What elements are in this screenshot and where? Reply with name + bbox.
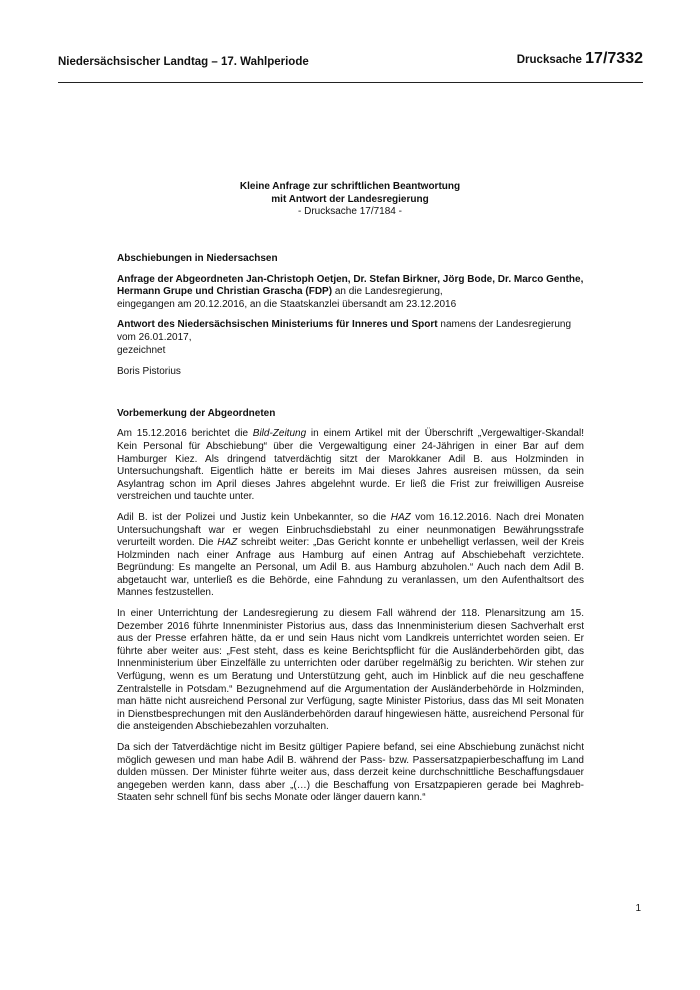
body-paragraph-2 bbox=[117, 512, 584, 600]
p2-text-a: Adil B. ist der Polizei und Justiz kein Unbekannter, so die bbox=[117, 511, 391, 523]
anfrage-dates: eingegangen am 20.12.2016, an die Staatskanzlei übersandt am 23.12.2016 bbox=[117, 298, 457, 310]
anfrage-recipient: an die Landesregierung, bbox=[332, 286, 443, 298]
p1-text-b: in einem Artikel mit der Überschrift „Vergewaltiger-Skandal! Kein Personal für Abschiebung“ über die Vergewaltigung einer 24-Jährigen in einer Bar auf dem Hamburger Kiez. Als dringend tatverdächtig sitzt der Marokkaner Adil B. aus Holzminden in Untersuchungshaft. Eigentlich hätte er bereits im Mai dieses Jahres ausreisen müssen, da sein Asylantrag schon im April dieses Jahres abgelehnt wurde. Er ließ die Frist zur freiwilligen Ausreise verstreichen und tauchte unter. bbox=[117, 428, 584, 503]
drucksache-number: 17/7332 bbox=[585, 50, 643, 67]
anfrage-paragraph bbox=[117, 274, 584, 299]
topic-heading: Abschiebungen in Niedersachsen bbox=[117, 253, 278, 264]
antwort-date: namens der Landesregierung vom 26.01.2017, bbox=[117, 319, 572, 343]
title-line-1: Kleine Anfrage zur schriftlichen Beantwortung bbox=[239, 181, 461, 192]
vorbemerkung-heading: Vorbemerkung der Abgeordneten bbox=[117, 407, 276, 419]
gezeichnet-label: gezeichnet bbox=[117, 344, 166, 356]
p1-publication: Bild-Zeitung bbox=[252, 428, 307, 440]
antwort-paragraph bbox=[117, 319, 584, 344]
page-number: 1 bbox=[635, 903, 641, 914]
p2-text-c: schreibt weiter: „Das Gericht konnte er unbehelligt verlassen, weil der Kreis Holzminden nach einer Anfrage aus Hamburg auf einen Antrag auf Abschiebehaft verzichtete. Begründung: Es mangelte an Personal, um Adil B. aus Hamburg abzuholen.“ Auch nach dem Adil B. abgetaucht war, unterließ es die Behörde, eine Fahndung zu veranlassen, um den Aufenthaltsort des Mannes festzustellen. bbox=[117, 537, 585, 599]
parliament-title: Niedersächsischer Landtag – 17. Wahlperiode bbox=[58, 56, 309, 68]
p1-text-a: Am 15.12.2016 berichtet die bbox=[117, 428, 253, 440]
body-paragraph-4: Da sich der Tatverdächtige nicht im Besitz gültiger Papiere befand, sei eine Abschiebung zunächst nicht möglich gewesen und man habe Adil B. während der Pass- bzw. Passersatzpapierbeschaffung im Land dulden müssen. Der Minister führte weiter aus, dass derzeit keine durchschnittliche Beschaffungsdauer angegeben werden kann, dass aber „(…) die Beschaffung von Ersatzpapieren gerade bei Maghreb-Staaten sehr schnell fünf bis sechs Monate oder länger dauern kann.“ bbox=[117, 742, 584, 804]
p2-publication-1: HAZ bbox=[390, 511, 411, 523]
body-paragraph-1 bbox=[117, 428, 584, 504]
body-paragraph-3: In einer Unterrichtung der Landesregierung zu diesem Fall während der 118. Plenarsitzung am 15. Dezember 2016 führte Innenminister Pistorius aus, dass das Innenministerium diesen Sachverhalt erst aus der Presse erfahren hätte, da er und sein Haus nicht vom Landkreis unterrichtet worden seien. Er führte aber weiter aus: „Fest steht, dass es keine Berichtspflicht für die Ausländerbehörden gibt, das Innenministerium über Einzelfälle zu unterrichten oder darüber regelmäßig zu berichten. Wir stehen zur Verfügung, wenn es um Beratung und Unterstützung geht, auch im Hinblick auf die neu geschaffene Zentralstelle in Potsdam.“ Bezugnehmend auf die Argumentation der Ausländerbehörde in Holzminden, man hätte nicht ausreichend Personal zur Verfügung, sagte Minister Pistorius, dass das MI seit Monaten in Dienstbesprechungen mit den Ausländerbehörden darauf hingewiesen hätte, ausreichend Personal für die ansteigenden Abschiebezahlen vorzuhalten. bbox=[117, 608, 584, 733]
title-line-3: - Drucksache 17/7184 - bbox=[298, 206, 402, 217]
page-header bbox=[58, 50, 643, 83]
drucksache-label: Drucksache bbox=[516, 54, 586, 66]
p2-publication-2: HAZ bbox=[217, 537, 238, 549]
title-line-2: mit Antwort der Landesregierung bbox=[271, 193, 429, 205]
document-body bbox=[117, 253, 584, 805]
drucksache-reference bbox=[517, 50, 643, 68]
anfrage-authors: Anfrage der Abgeordneten Jan-Christoph Oetjen, Dr. Stefan Birkner, Jörg Bode, Dr. Marco Genthe, Hermann Grupe und Christian Grascha (FDP) bbox=[117, 273, 584, 298]
antwort-ministry: Antwort des Niedersächsischen Ministeriums für Inneres und Sport bbox=[117, 319, 438, 331]
p2-text-b: vom 16.12.2016. Nach drei Monaten Untersuchungshaft war er wegen Einbruchsdiebstahl zu einer neunmonatigen Bewährungsstrafe verurteilt worden. Die bbox=[117, 511, 584, 549]
document-title-block bbox=[0, 181, 700, 219]
signer-name: Boris Pistorius bbox=[117, 366, 181, 378]
